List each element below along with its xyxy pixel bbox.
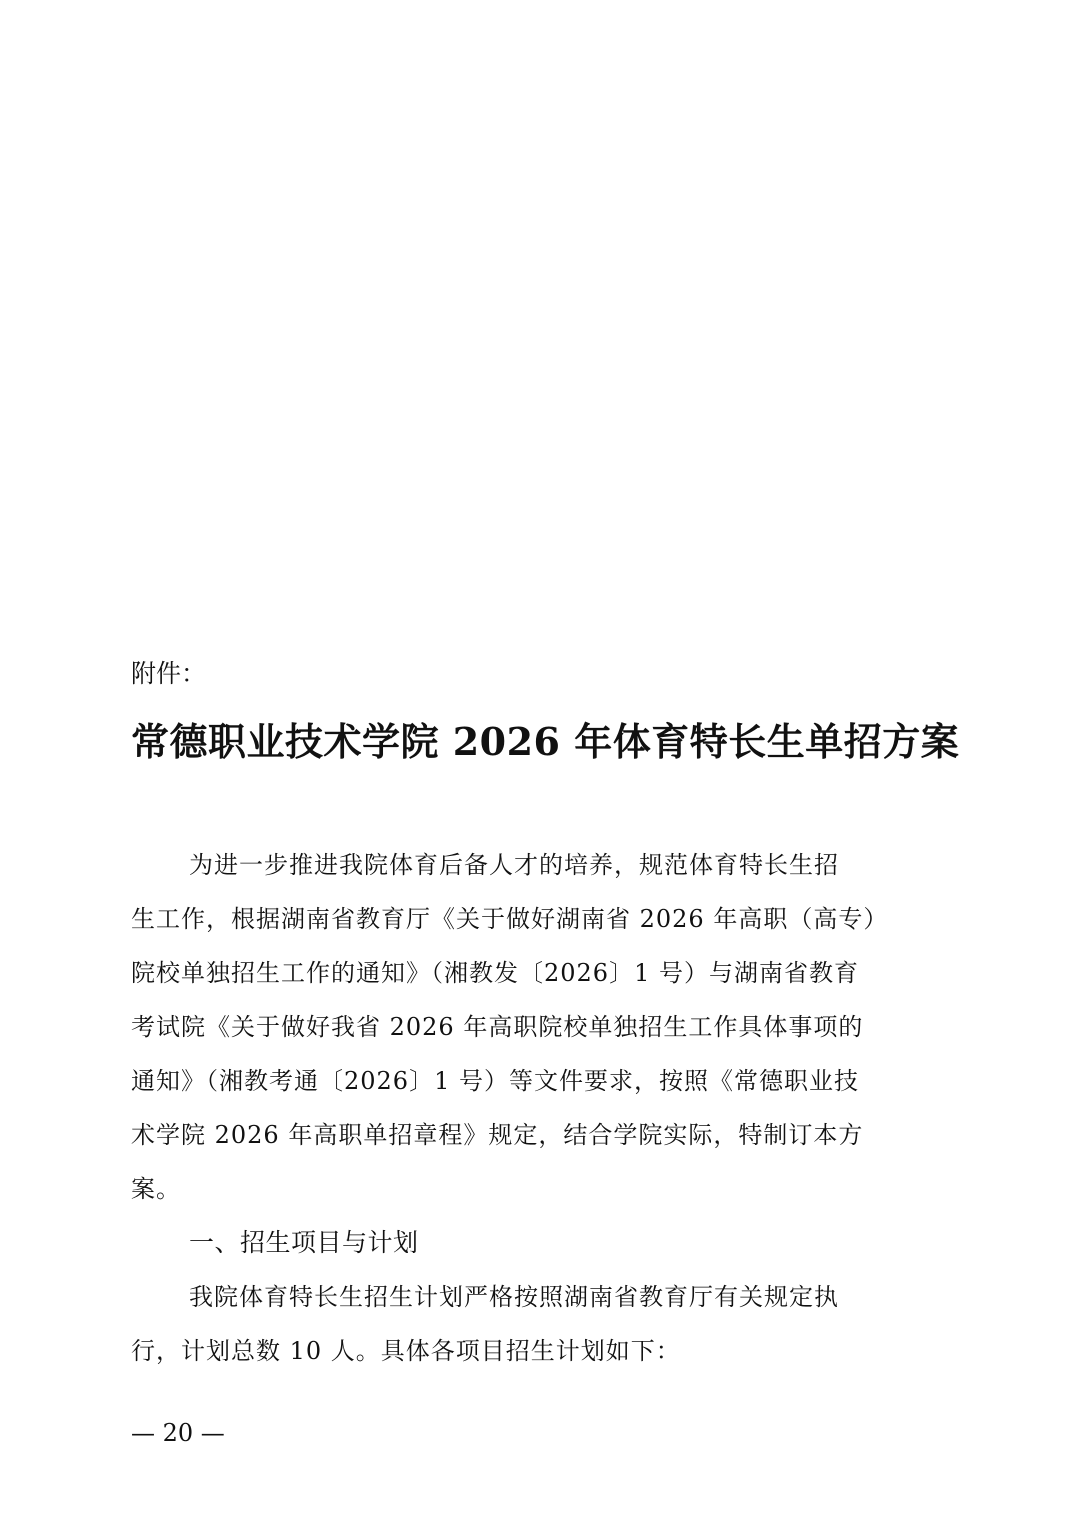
body-line-5: 通知》（湘教考通〔2026〕1 号）等文件要求，按照《常德职业技 — [131, 1067, 859, 1095]
body-line-7: 案。 — [131, 1175, 181, 1203]
body-line-2: 生工作，根据湖南省教育厅《关于做好湖南省 2026 年高职（高专） — [131, 905, 889, 933]
attachment-label: 附件： — [131, 659, 207, 688]
body-line-6: 术学院 2026 年高职单招章程》规定，结合学院实际，特制订本方 — [131, 1121, 864, 1149]
body-line-1: 为进一步推进我院体育后备人才的培养，规范体育特长生招 — [189, 851, 839, 879]
body-line-4: 考试院《关于做好我省 2026 年高职院校单独招生工作具体事项的 — [131, 1013, 864, 1041]
document-title: 常德职业技术学院 2026 年体育特长生单招方案 — [131, 719, 960, 764]
page-number: — 20 — — [131, 1419, 225, 1447]
section-heading: 一、招生项目与计划 — [189, 1228, 419, 1257]
body-line-3: 院校单独招生工作的通知》（湘教发〔2026〕1 号）与湖南省教育 — [131, 959, 859, 987]
section-line-1: 我院体育特长生招生计划严格按照湖南省教育厅有关规定执 — [189, 1283, 839, 1311]
document-body — [131, 838, 951, 1378]
section-line-2: 行，计划总数 10 人。具体各项目招生计划如下： — [131, 1337, 681, 1365]
